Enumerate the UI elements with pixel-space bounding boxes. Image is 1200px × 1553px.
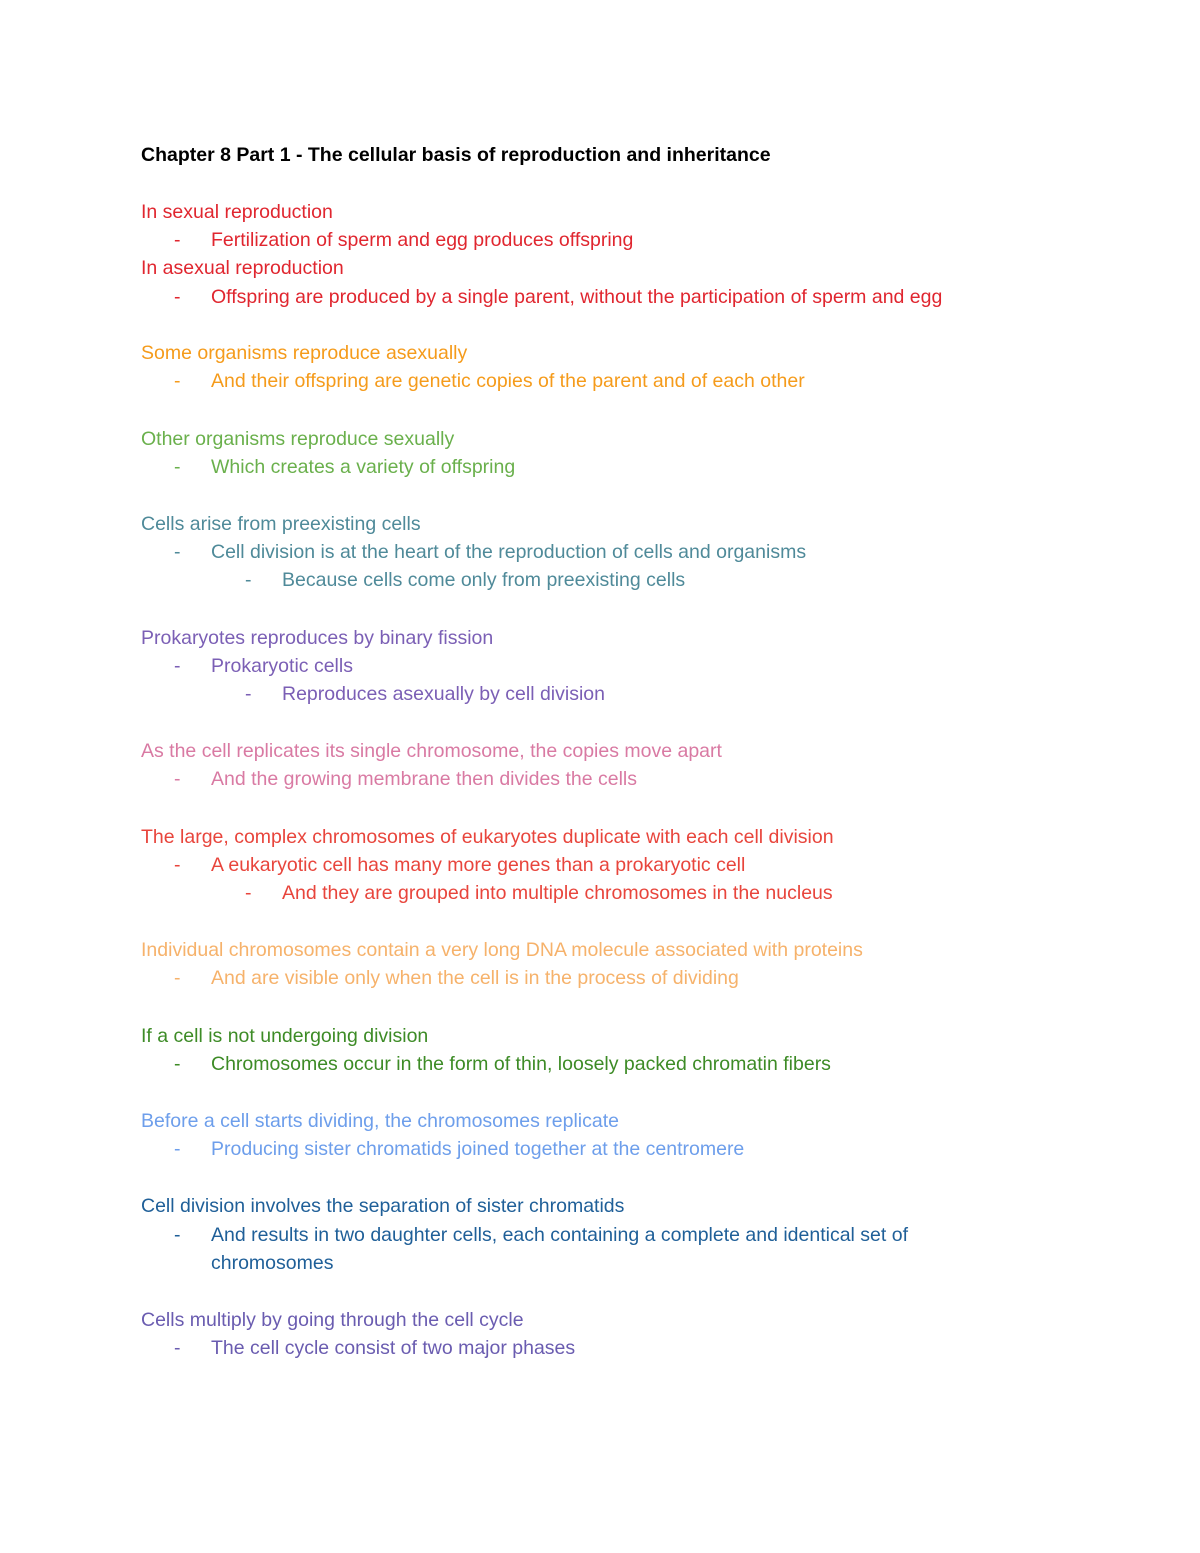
bullet-dash: - [174,655,181,677]
bullet-dash: - [174,1224,181,1246]
section-heading-not-undergoing-division: If a cell is not undergoing division [141,1025,429,1047]
bullet-dash: - [174,1337,181,1359]
bullet-item: Producing sister chromatids joined together at the centromere [211,1138,745,1160]
section-heading-before-dividing: Before a cell starts dividing, the chromosomes replicate [141,1110,619,1132]
section-heading-asexual-reproduction: In asexual reproduction [141,257,344,279]
sub-bullet-dash: - [245,683,252,705]
bullet-item-continuation: chromosomes [211,1252,334,1274]
sub-bullet-item: Reproduces asexually by cell division [282,683,605,705]
section-heading-reproduce-sexually: Other organisms reproduce sexually [141,428,455,450]
section-heading-sexual-reproduction: In sexual reproduction [141,201,333,223]
bullet-item: Offspring are produced by a single parent, without the participation of sperm and egg [211,286,943,308]
bullet-item: And are visible only when the cell is in the process of dividing [211,967,739,989]
bullet-dash: - [174,768,181,790]
section-heading-reproduce-asexually: Some organisms reproduce asexually [141,342,468,364]
bullet-dash: - [174,1138,181,1160]
page-title: Chapter 8 Part 1 - The cellular basis of reproduction and inheritance [141,144,771,166]
section-heading-cells-arise: Cells arise from preexisting cells [141,513,421,535]
bullet-item: Which creates a variety of offspring [211,456,516,478]
section-heading-cell-cycle: Cells multiply by going through the cell cycle [141,1309,524,1331]
section-heading-individual-chromosomes: Individual chromosomes contain a very long DNA molecule associated with proteins [141,939,863,961]
bullet-item: Chromosomes occur in the form of thin, loosely packed chromatin fibers [211,1053,831,1075]
bullet-dash: - [174,967,181,989]
bullet-dash: - [174,456,181,478]
section-heading-cell-replicates: As the cell replicates its single chromosome, the copies move apart [141,740,722,762]
section-heading-separation-of-chromatids: Cell division involves the separation of sister chromatids [141,1195,625,1217]
bullet-item: And the growing membrane then divides the cells [211,768,637,790]
bullet-dash: - [174,370,181,392]
bullet-dash: - [174,854,181,876]
bullet-dash: - [174,229,181,251]
sub-bullet-dash: - [245,882,252,904]
section-heading-eukaryote-chromosomes: The large, complex chromosomes of eukaryotes duplicate with each cell division [141,826,834,848]
bullet-item: Fertilization of sperm and egg produces offspring [211,229,634,251]
bullet-item: The cell cycle consist of two major phases [211,1337,576,1359]
bullet-item: And results in two daughter cells, each containing a complete and identical set of [211,1224,909,1246]
bullet-item: A eukaryotic cell has many more genes than a prokaryotic cell [211,854,746,876]
bullet-dash: - [174,286,181,308]
sub-bullet-item: And they are grouped into multiple chromosomes in the nucleus [282,882,833,904]
bullet-item: And their offspring are genetic copies of the parent and of each other [211,370,805,392]
bullet-item: Cell division is at the heart of the reproduction of cells and organisms [211,541,807,563]
bullet-item: Prokaryotic cells [211,655,353,677]
sub-bullet-dash: - [245,569,252,591]
sub-bullet-item: Because cells come only from preexisting cells [282,569,686,591]
bullet-dash: - [174,1053,181,1075]
section-heading-binary-fission: Prokaryotes reproduces by binary fission [141,627,494,649]
bullet-dash: - [174,541,181,563]
